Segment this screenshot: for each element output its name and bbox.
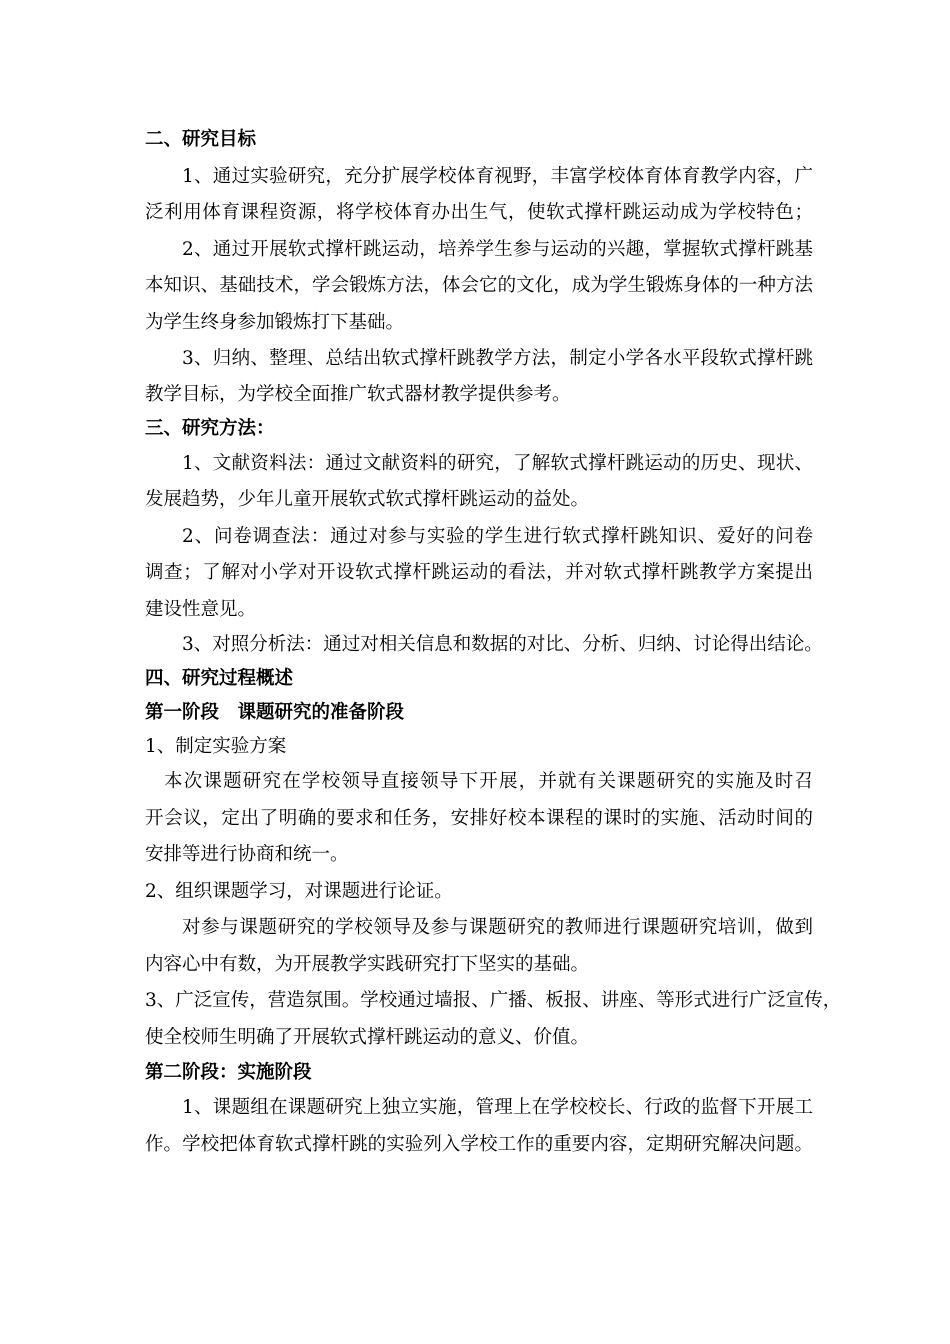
text-line: 1、文献资料法：通过文献资料的研究，了解软式撑杆跳运动的历史、现状、 <box>182 452 813 474</box>
section-heading-research-goals: 二、研究目标 <box>145 129 257 150</box>
text-line: 3、广泛宣传，营造氛围。学校通过墙报、广播、板报、讲座、等形式进行广泛宣传， <box>145 990 842 1011</box>
goal-paragraph-1 <box>145 159 813 232</box>
text-line: 教学目标，为学校全面推广软式器材教学提供参考。 <box>145 383 571 405</box>
text-line: 1、课题组在课题研究上独立实施，管理上在学校校长、行政的监督下开展工 <box>182 1097 813 1118</box>
document-body <box>145 122 842 1163</box>
stage-2-heading: 第二阶段：实施阶段 <box>145 1062 312 1083</box>
stage-2-paragraph-1 <box>145 1090 813 1163</box>
text-line: 内容心中有数，为开展教学实践研究打下坚实的基础。 <box>145 953 590 975</box>
section-heading-research-methods: 三、研究方法： <box>145 417 275 439</box>
text-line: 1、通过实验研究，充分扩展学校体育视野，丰富学校体育体育教学内容，广 <box>182 165 813 187</box>
text-line: 发展趋势，少年儿童开展软式软式撑杆跳运动的益处。 <box>145 489 590 510</box>
text-line: 建设性意见。 <box>145 598 257 620</box>
text-line: 泛利用体育课程资源，将学校体育办出生气，使软式撑杆跳运动成为学校特色； <box>145 202 813 223</box>
stage-1-item-2-body <box>145 910 813 983</box>
text-line: 3、归纳、整理、总结出软式撑杆跳教学方法，制定小学各水平段软式撑杆跳 <box>182 348 813 369</box>
stage-1-item-1-title: 1、制定实验方案 <box>145 736 287 757</box>
stage-1-item-2-title: 2、组织课题学习，对课题进行论证。 <box>145 880 453 902</box>
text-line: 调查；了解对小学对开设软式撑杆跳运动的看法，并对软式撑杆跳教学方案提出 <box>145 562 813 583</box>
stage-1-item-1-body <box>145 764 813 874</box>
text-line: 作。学校把体育软式撑杆跳的实验列入学校工作的重要内容，定期研究解决问题。 <box>145 1133 813 1155</box>
method-paragraph-2 <box>145 519 813 629</box>
stage-1-item-3 <box>145 983 842 1056</box>
text-line: 使全校师生明确了开展软式撑杆跳运动的意义、价值。 <box>145 1026 590 1048</box>
method-paragraph-1 <box>145 446 813 519</box>
goal-paragraph-2 <box>145 232 813 342</box>
text-line: 3、对照分析法：通过对相关信息和数据的对比、分析、归纳、讨论得出结论。 <box>182 634 823 655</box>
text-line: 为学生终身参加锻炼打下基础。 <box>145 311 405 333</box>
stage-1-heading: 第一阶段 课题研究的准备阶段 <box>145 702 405 723</box>
text-line: 2、通过开展软式撑杆跳运动，培养学生参与运动的兴趣，掌握软式撑杆跳基 <box>182 238 813 260</box>
goal-paragraph-3 <box>145 341 813 412</box>
text-line: 2、问卷调查法：通过对参与实验的学生进行软式撑杆跳知识、爱好的问卷 <box>182 525 813 547</box>
text-line: 对参与课题研究的学校领导及参与课题研究的教师进行课题研究培训，做到 <box>182 917 813 938</box>
text-line: 本知识、基础技术，学会锻炼方法，体会它的文化，成为学生锻炼身体的一种方法 <box>145 275 813 296</box>
method-paragraph-3 <box>145 628 823 662</box>
section-heading-research-process: 四、研究过程概述 <box>145 668 294 689</box>
text-line: 本次课题研究在学校领导直接领导下开展，并就有关课题研究的实施及时召 <box>164 771 813 792</box>
text-line: 开会议，定出了明确的要求和任务，安排好校本课程的课时的实施、活动时间的 <box>145 807 813 829</box>
text-line: 安排等进行协商和统一。 <box>145 844 349 865</box>
